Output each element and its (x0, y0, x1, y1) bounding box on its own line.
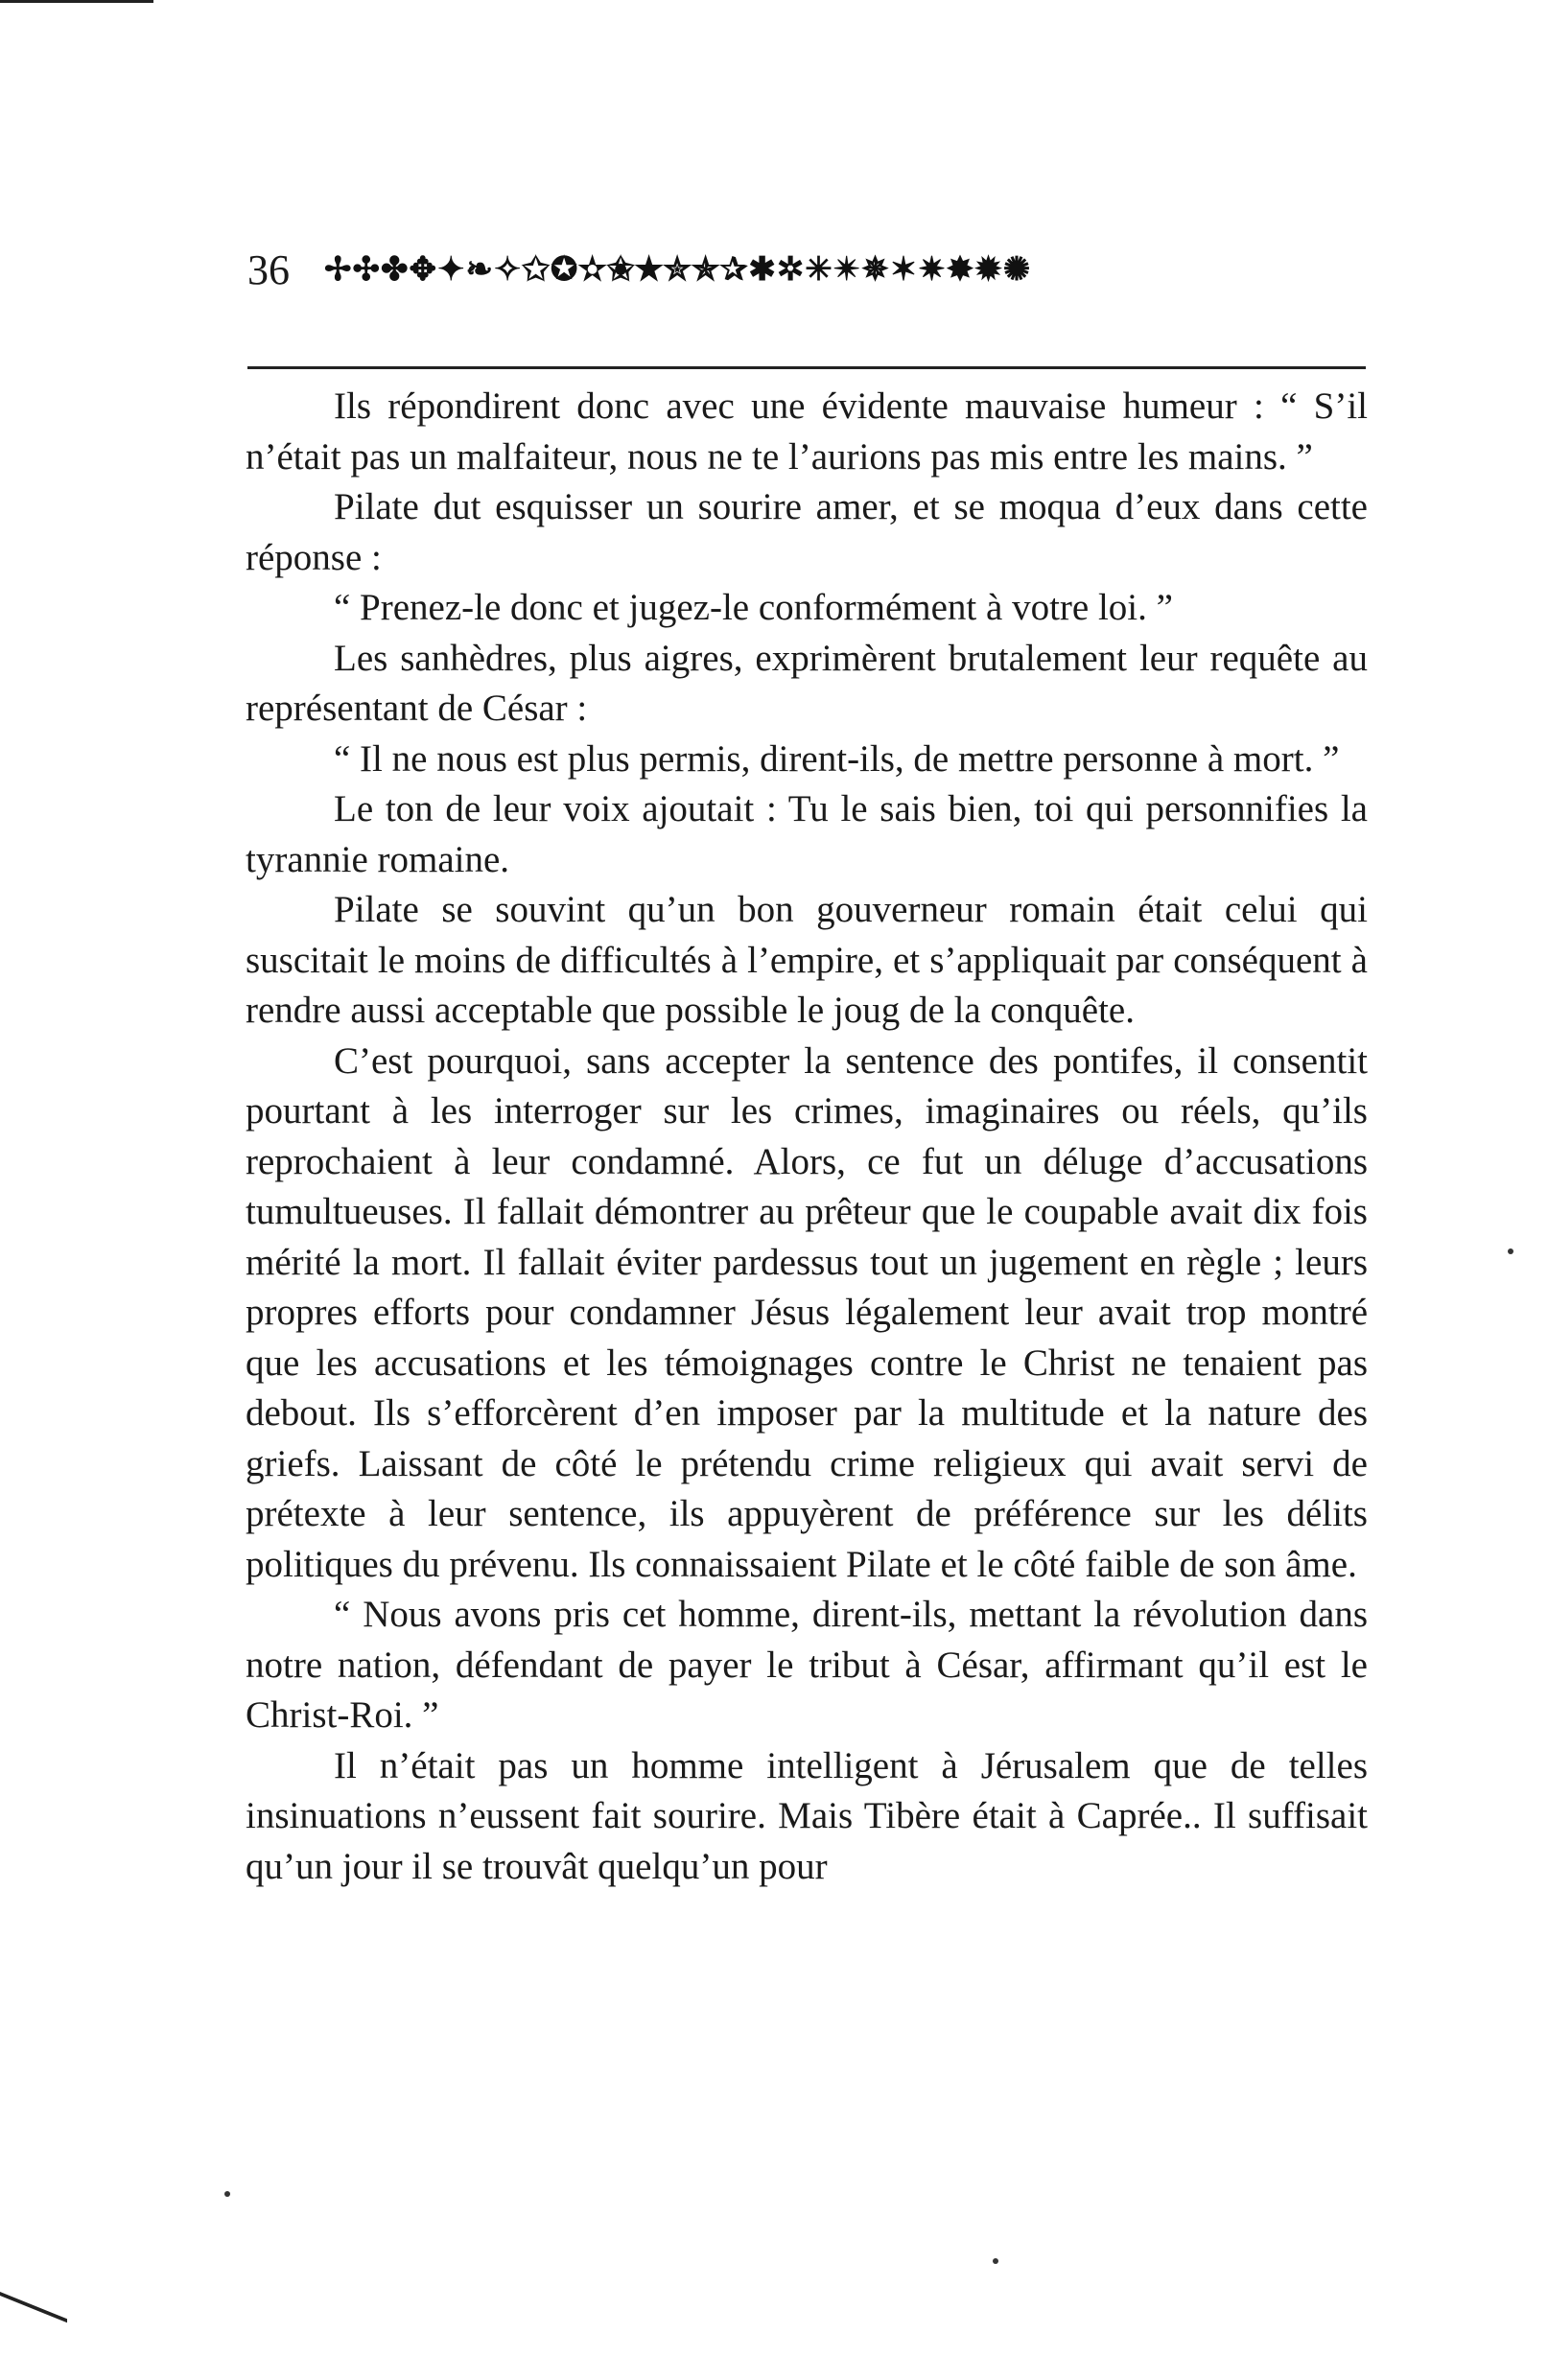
running-title-ornament: ✢✣✤✥✦❧✧✩✪✫✬✭✮✯✰✱✲✳✴✵✶✷✸✹✺ (324, 252, 1032, 288)
paragraph: Il n’était pas un homme intelligent à Jérusalem que de telles insinuations n’eussent fait sourire. Mais Tibère était à Caprée.. Il suffisait qu’un jour il se trouvât quelqu’un pour (246, 1744, 1368, 1887)
header-rule (247, 366, 1366, 369)
scan-edge-line (0, 0, 153, 3)
scan-corner-mark (0, 2292, 67, 2380)
paragraph: “ Il ne nous est plus permis, dirent-ils, de mettre personne à mort. ” (334, 737, 1340, 780)
paragraph: Ils répondirent donc avec une évidente mauvaise humeur : “ S’il n’était pas un malfaiteur, nous ne te l’aurions pas mis entre les mains. ” (246, 385, 1368, 478)
paragraph: C’est pourquoi, sans accepter la sentence des pontifes, il consentit pourtant à les interroger sur les crimes, imaginaires ou réels, qu’ils reprochaient à leur condamné. Alors, ce fut un déluge d’accusations tumultueuses. Il fallait démontrer au prêteur que le coupable avait dix fois mérité la mort. Il fallait éviter pardessus tout un jugement en règle ; leurs propres efforts pour condamner Jésus légalement leur avait trop montré que les accusations et les témoignages contre le Christ ne tenaient pas debout. Ils s’efforcèrent d’en imposer par la multitude et la nature des griefs. Laissant de côté le prétendu crime religieux qui avait servi de prétexte à leur sentence, ils appuyèrent de préférence sur les délits politiques du prévenu. Ils connaissaient Pilate et le côté faible de son âme. (246, 1039, 1368, 1585)
running-head (247, 247, 1366, 293)
paragraph: Le ton de leur voix ajoutait : Tu le sais bien, toi qui personnifies la tyrannie romaine. (246, 788, 1368, 880)
paragraph: “ Prenez-le donc et jugez-le conformément à votre loi. ” (334, 587, 1173, 628)
body-text (246, 382, 1368, 1892)
scan-speck (993, 2258, 998, 2264)
scan-speck (1508, 1248, 1513, 1254)
paragraph: Pilate se souvint qu’un bon gouverneur romain était celui qui suscitait le moins de difficultés à l’empire, et s’appliquait par conséquent à rendre aussi acceptable que possible le joug de la conquête. (246, 889, 1368, 1031)
page-number: 36 (247, 246, 290, 293)
paragraph: Les sanhèdres, plus aigres, exprimèrent brutalement leur requête au représentant de César : (246, 637, 1368, 729)
paragraph: “ Nous avons pris cet homme, dirent-ils, mettant la révolution dans notre nation, défendant de payer le tribut à César, affirmant qu’il est le Christ-Roi. ” (246, 1594, 1368, 1736)
scan-speck (224, 2191, 230, 2197)
paragraph: Pilate dut esquisser un sourire amer, et se moqua d’eux dans cette réponse : (246, 486, 1368, 578)
